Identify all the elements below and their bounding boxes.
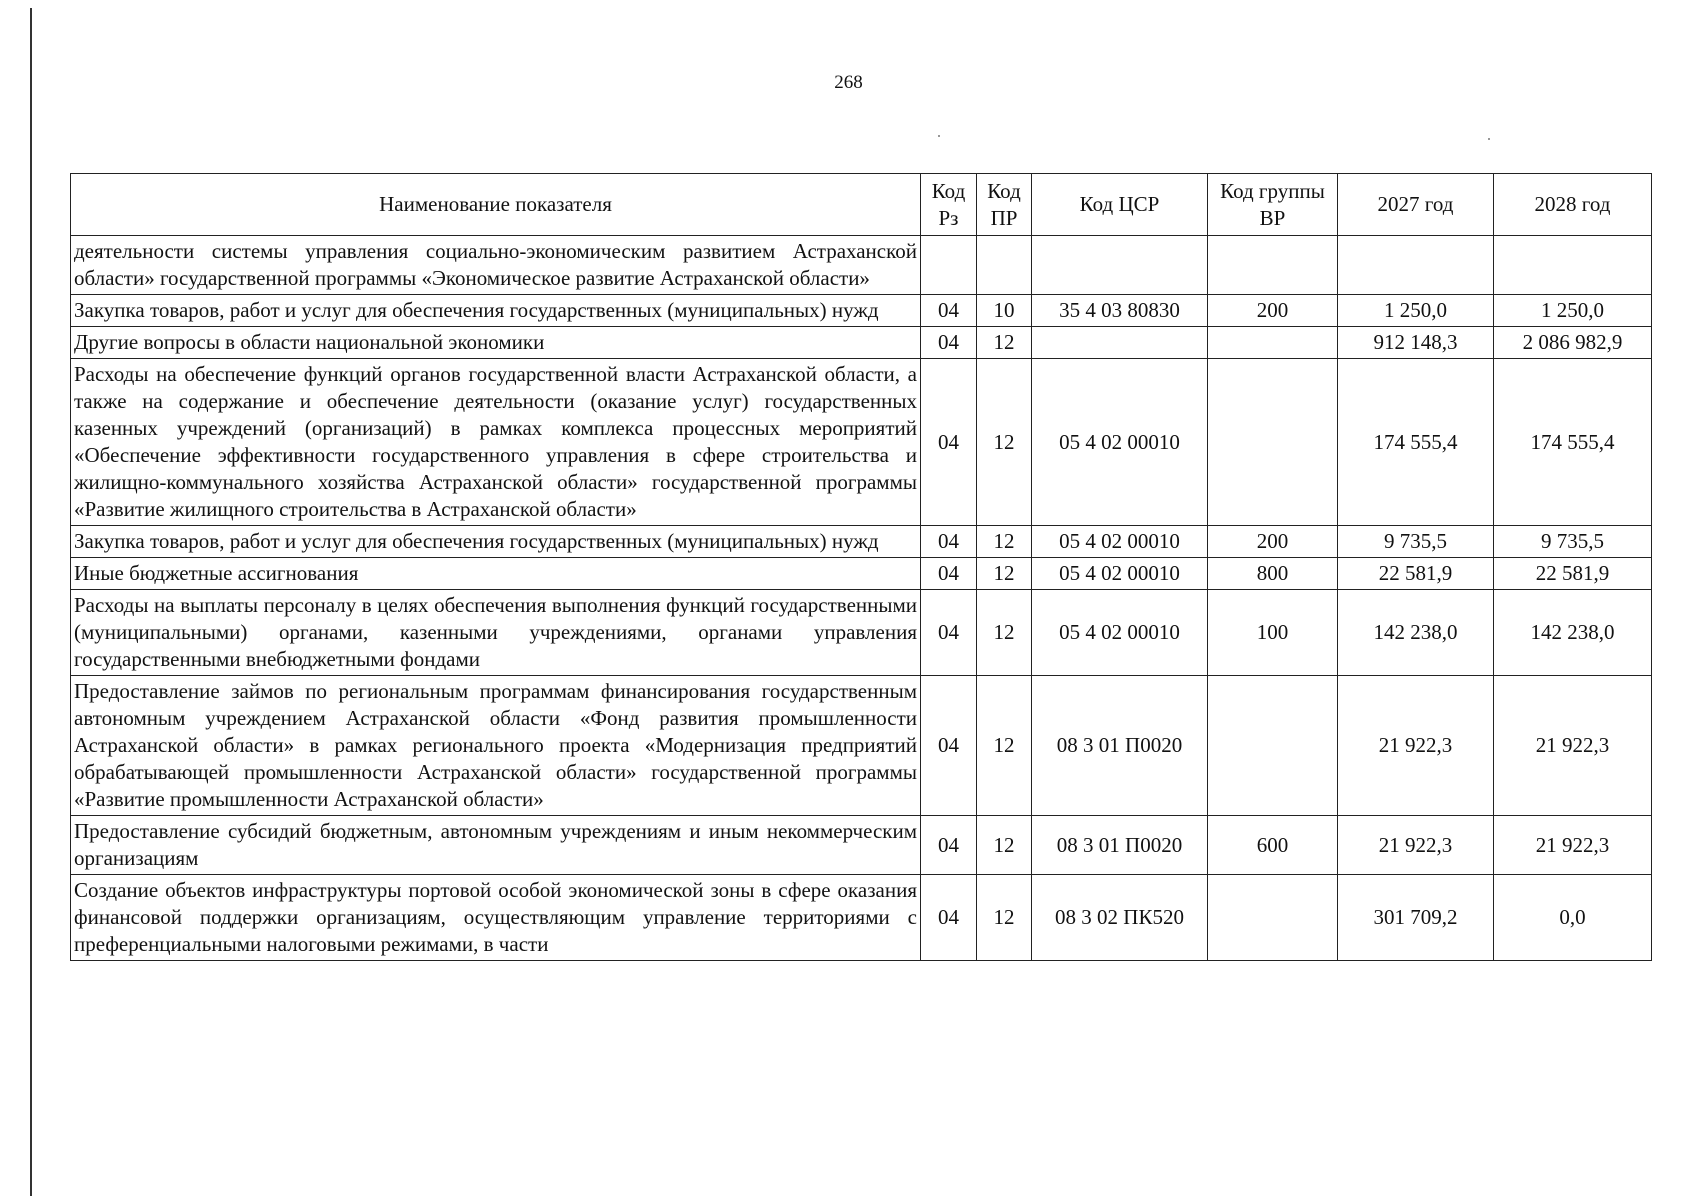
cell-2028: 9 735,5	[1494, 526, 1652, 558]
cell-2028: 174 555,4	[1494, 359, 1652, 526]
cell-pr	[977, 236, 1032, 295]
cell-rz: 04	[921, 590, 977, 676]
cell-vr	[1208, 327, 1338, 359]
cell-pr: 12	[977, 590, 1032, 676]
header-2028: 2028 год	[1494, 174, 1652, 236]
table-header-row	[71, 174, 1652, 236]
header-pr: Код ПР	[977, 174, 1032, 236]
table-row	[71, 558, 1652, 590]
cell-2028	[1494, 236, 1652, 295]
cell-csr: 05 4 02 00010	[1032, 558, 1208, 590]
table-row	[71, 526, 1652, 558]
cell-rz	[921, 236, 977, 295]
cell-2028: 21 922,3	[1494, 676, 1652, 816]
cell-csr: 05 4 02 00010	[1032, 359, 1208, 526]
cell-csr: 05 4 02 00010	[1032, 526, 1208, 558]
budget-table	[70, 173, 1652, 961]
cell-rz: 04	[921, 526, 977, 558]
cell-pr: 10	[977, 295, 1032, 327]
cell-2028: 2 086 982,9	[1494, 327, 1652, 359]
cell-vr	[1208, 236, 1338, 295]
cell-pr: 12	[977, 816, 1032, 875]
header-csr: Код ЦСР	[1032, 174, 1208, 236]
cell-2027: 912 148,3	[1338, 327, 1494, 359]
cell-csr: 08 3 01 П0020	[1032, 676, 1208, 816]
cell-2027: 9 735,5	[1338, 526, 1494, 558]
cell-2027: 1 250,0	[1338, 295, 1494, 327]
cell-name: Другие вопросы в области национальной экономики	[71, 327, 921, 359]
cell-pr: 12	[977, 676, 1032, 816]
cell-vr: 200	[1208, 295, 1338, 327]
cell-name: Расходы на выплаты персоналу в целях обеспечения выполнения функций государственными (муниципальными) органами, казенными учреждениями, органами управления государственными внебюджетными фондами	[71, 590, 921, 676]
cell-2027: 21 922,3	[1338, 676, 1494, 816]
cell-2027	[1338, 236, 1494, 295]
cell-2027: 301 709,2	[1338, 875, 1494, 961]
cell-pr: 12	[977, 327, 1032, 359]
cell-vr: 200	[1208, 526, 1338, 558]
header-rz: Код Рз	[921, 174, 977, 236]
cell-2027: 22 581,9	[1338, 558, 1494, 590]
cell-rz: 04	[921, 558, 977, 590]
cell-2028: 22 581,9	[1494, 558, 1652, 590]
cell-vr: 600	[1208, 816, 1338, 875]
cell-csr	[1032, 236, 1208, 295]
cell-2027: 21 922,3	[1338, 816, 1494, 875]
cell-rz: 04	[921, 327, 977, 359]
cell-vr	[1208, 875, 1338, 961]
cell-name: Расходы на обеспечение функций органов государственной власти Астраханской области, а также на содержание и обеспечение деятельности (оказание услуг) государственных казенных учреждений (организаций) в рамках комплекса процессных мероприятий «Обеспечение эффективности государственного управления в сфере строительства и жилищно-коммунального хозяйства Астраханской области» государственной программы «Развитие жилищного строительства в Астраханской области»	[71, 359, 921, 526]
cell-rz: 04	[921, 295, 977, 327]
table-row	[71, 875, 1652, 961]
cell-vr: 800	[1208, 558, 1338, 590]
header-vr: Код группы ВР	[1208, 174, 1338, 236]
cell-2028: 1 250,0	[1494, 295, 1652, 327]
cell-csr: 35 4 03 80830	[1032, 295, 1208, 327]
table-row	[71, 676, 1652, 816]
scan-speck	[1488, 138, 1490, 140]
cell-pr: 12	[977, 359, 1032, 526]
cell-csr: 08 3 01 П0020	[1032, 816, 1208, 875]
cell-csr	[1032, 327, 1208, 359]
cell-name: Предоставление субсидий бюджетным, автономным учреждениям и иным некоммерческим организациям	[71, 816, 921, 875]
cell-name: Иные бюджетные ассигнования	[71, 558, 921, 590]
cell-name: деятельности системы управления социально-экономическим развитием Астраханской области» государственной программы «Экономическое развитие Астраханской области»	[71, 236, 921, 295]
table-row	[71, 359, 1652, 526]
cell-name: Создание объектов инфраструктуры портовой особой экономической зоны в сфере оказания финансовой поддержки организациям, осуществляющим управление территориями с преференциальными налоговыми режимами, в части	[71, 875, 921, 961]
cell-name: Предоставление займов по региональным программам финансирования государственным автономным учреждением Астраханской области «Фонд развития промышленности Астраханской области» в рамках регионального проекта «Модернизация предприятий обрабатывающей промышленности Астраханской области» государственной программы «Развитие промышленности Астраханской области»	[71, 676, 921, 816]
cell-rz: 04	[921, 875, 977, 961]
table-row	[71, 295, 1652, 327]
header-2027: 2027 год	[1338, 174, 1494, 236]
cell-name: Закупка товаров, работ и услуг для обеспечения государственных (муниципальных) нужд	[71, 526, 921, 558]
cell-pr: 12	[977, 875, 1032, 961]
cell-vr	[1208, 359, 1338, 526]
cell-csr: 08 3 02 ПК520	[1032, 875, 1208, 961]
table-row	[71, 236, 1652, 295]
scan-edge-line	[30, 8, 32, 1196]
cell-pr: 12	[977, 558, 1032, 590]
cell-2028: 142 238,0	[1494, 590, 1652, 676]
cell-rz: 04	[921, 359, 977, 526]
cell-pr: 12	[977, 526, 1032, 558]
cell-name: Закупка товаров, работ и услуг для обеспечения государственных (муниципальных) нужд	[71, 295, 921, 327]
scan-speck	[938, 135, 940, 137]
cell-2027: 142 238,0	[1338, 590, 1494, 676]
cell-2028: 21 922,3	[1494, 816, 1652, 875]
cell-vr: 100	[1208, 590, 1338, 676]
page-number: 268	[834, 72, 863, 93]
cell-rz: 04	[921, 816, 977, 875]
cell-vr	[1208, 676, 1338, 816]
table-row	[71, 816, 1652, 875]
cell-2028: 0,0	[1494, 875, 1652, 961]
cell-2027: 174 555,4	[1338, 359, 1494, 526]
header-name: Наименование показателя	[71, 174, 921, 236]
table-row	[71, 590, 1652, 676]
cell-csr: 05 4 02 00010	[1032, 590, 1208, 676]
table-row	[71, 327, 1652, 359]
cell-rz: 04	[921, 676, 977, 816]
